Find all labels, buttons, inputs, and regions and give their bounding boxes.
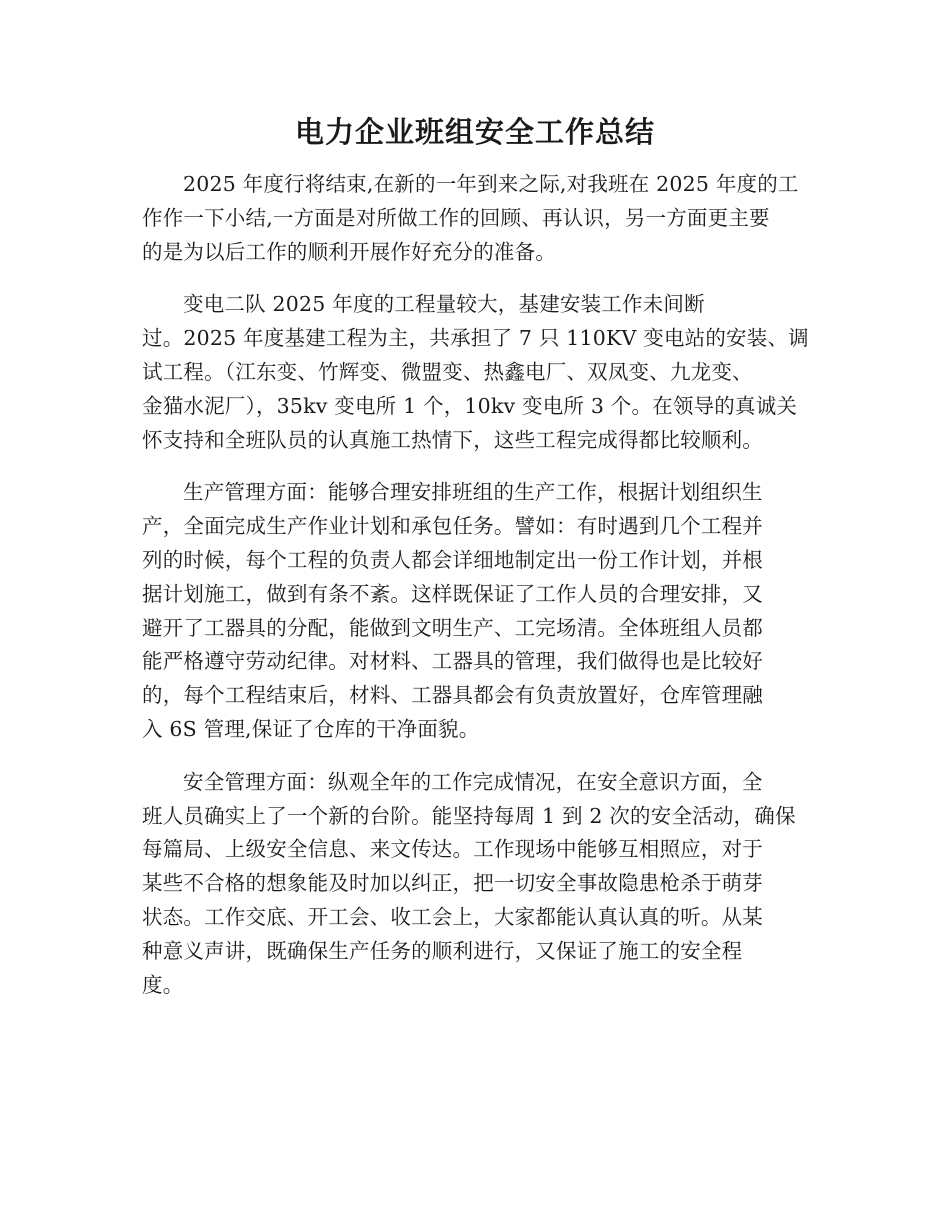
text-line: 入 6S 管理,保证了仓库的干净面貌。 xyxy=(142,716,480,741)
text-line: 据计划施工，做到有条不紊。这样既保证了工作人员的合理安排，又 xyxy=(142,581,763,606)
text-line: 变电二队 2025 年度的工程量较大，基建安装工作未间断 xyxy=(183,292,705,317)
document-title: 电力企业班组安全工作总结 xyxy=(294,115,655,149)
text-line: 过。2025 年度基建工程为主，共承担了 7 只 110KV 变电站的安装、调 xyxy=(142,326,809,351)
text-line: 怀支持和全班队员的认真施工热情下，这些工程完成得都比较顺利。 xyxy=(142,427,763,452)
text-line: 安全管理方面：纵观全年的工作完成情况，在安全意识方面，全 xyxy=(183,769,763,794)
text-line: 生产管理方面：能够合理安排班组的生产工作，根据计划组织生 xyxy=(183,480,763,505)
text-line: 每篇局、上级安全信息、来文传达。工作现场中能够互相照应，对于 xyxy=(142,837,763,862)
paragraph-production-management xyxy=(142,476,808,746)
text-line: 避开了工器具的分配，能做到文明生产、工完场清。全体班组人员都 xyxy=(142,615,763,640)
text-line: 列的时候，每个工程的负责人都会详细地制定出一份工作计划，并根 xyxy=(142,547,763,572)
paragraph-safety-management xyxy=(142,766,808,1003)
text-line: 2025 年度行将结束,在新的一年到来之际,对我班在 2025 年度的工 xyxy=(183,172,799,196)
text-line: 种意义声讲，既确保生产任务的顺利进行，又保证了施工的安全程 xyxy=(142,938,743,963)
text-line: 的是为以后工作的顺利开展作好充分的准备。 xyxy=(142,239,556,264)
text-line: 某些不合格的想象能及时加以纠正，把一切安全事故隐患枪杀于萌芽 xyxy=(142,871,763,896)
text-line: 产，全面完成生产作业计划和承包任务。譬如：有时遇到几个工程并 xyxy=(142,514,763,539)
text-line: 能严格遵守劳动纪律。对材料、工器具的管理，我们做得也是比较好 xyxy=(142,649,763,674)
text-line: 的，每个工程结束后，材料、工器具都会有负责放置好，仓库管理融 xyxy=(142,683,763,708)
text-line: 金猫水泥厂），35kv 变电所 1 个，10kv 变电所 3 个。在领导的真诚关 xyxy=(142,393,798,418)
text-line: 度。 xyxy=(142,972,184,997)
paragraph-projects xyxy=(142,288,808,457)
text-line: 作作一下小结,一方面是对所做工作的回顾、再认识，另一方面更主要 xyxy=(142,205,770,230)
text-line: 状态。工作交底、开工会、收工会上，大家都能认真认真的听。从某 xyxy=(142,904,763,929)
document-body xyxy=(142,168,808,1002)
text-line: 试工程。（江东变、竹辉变、微盟变、热鑫电厂、双凤变、九龙变、 xyxy=(142,359,753,384)
paragraph-intro xyxy=(142,168,808,269)
text-line: 班人员确实上了一个新的台阶。能坚持每周 1 到 2 次的安全活动，确保 xyxy=(142,803,796,828)
